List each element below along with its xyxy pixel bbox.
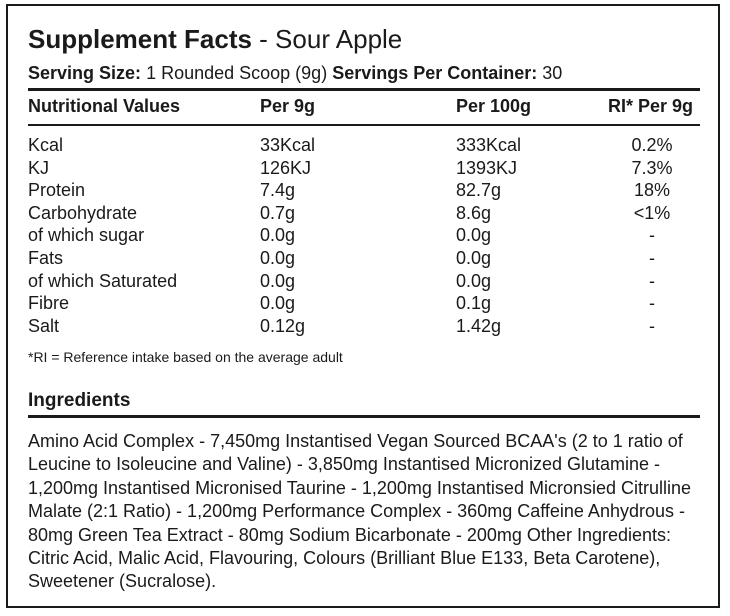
value-ri: - xyxy=(649,315,655,336)
divider-ingredients xyxy=(28,415,700,418)
nutrient-name: Kcal xyxy=(28,135,64,155)
value-ri: <1% xyxy=(633,202,671,223)
table-row xyxy=(28,134,700,157)
title-variant: - Sour Apple xyxy=(259,24,403,54)
nutrient-name: of which Saturated xyxy=(28,270,178,291)
value-per-100g: 0.0g xyxy=(456,270,492,291)
value-per-serving: 7.4g xyxy=(260,180,296,201)
nutrition-table xyxy=(28,134,700,337)
value-per-100g: 1.42g xyxy=(456,315,502,336)
table-row xyxy=(28,247,700,270)
table-row xyxy=(28,315,700,338)
ingredients-text: Amino Acid Complex - 7,450mg Instantised Vegan Sourced BCAA's (2 to 1 ratio of Leucine to Isoleucine and Valine) - 3,850mg Instantised Micronized Glutamine - 1,200mg Instantised Micronised Taurine - 1,200mg Instantised Micronsied Citrulline Malate (2:1 Ratio) - 1,200mg Performance Complex - 360mg Caffeine Anhydrous - 80mg Green Tea Extract - 80mg Sodium Bicarbonate - 200mg Other Ingredients: Citric Acid, Malic Acid, Flavouring, Colours (Brilliant Blue E133, Beta Carotene), Sweetener (Sucralose). xyxy=(28,431,692,592)
value-ri: 7.3% xyxy=(631,157,673,178)
table-row xyxy=(28,202,700,225)
table-row xyxy=(28,179,700,202)
value-per-serving: 0.0g xyxy=(260,270,296,291)
value-per-100g: 0.1g xyxy=(456,293,492,314)
value-ri: - xyxy=(649,247,655,268)
table-row xyxy=(28,270,700,293)
value-per-serving: 126KJ xyxy=(260,157,312,178)
value-per-100g: 0.0g xyxy=(456,247,492,268)
serving-size-label: Serving Size: xyxy=(28,63,142,83)
title-main: Supplement Facts xyxy=(28,24,252,54)
ingredients-heading: Ingredients xyxy=(28,390,131,411)
nutrient-name: Fats xyxy=(28,247,64,268)
value-ri: 18% xyxy=(633,180,671,201)
divider-header xyxy=(28,124,700,126)
value-per-serving: 0.7g xyxy=(260,202,296,223)
header-per-100g: Per 100g xyxy=(456,96,532,116)
value-per-100g: 1393KJ xyxy=(456,157,518,178)
value-per-100g: 8.6g xyxy=(456,202,492,223)
value-ri: 0.2% xyxy=(631,135,673,155)
value-per-100g: 82.7g xyxy=(456,180,502,201)
value-per-serving: 0.12g xyxy=(260,315,306,336)
value-per-serving: 0.0g xyxy=(260,247,296,268)
value-ri: - xyxy=(649,270,655,291)
value-per-serving: 0.0g xyxy=(260,293,296,314)
value-per-serving: 0.0g xyxy=(260,225,296,246)
nutrient-name: Fibre xyxy=(28,293,70,314)
header-nutritional-values: Nutritional Values xyxy=(28,96,181,116)
serving-size-value: 1 Rounded Scoop (9g) xyxy=(146,63,328,83)
servings-per-container-value: 30 xyxy=(542,63,563,83)
nutrient-name: KJ xyxy=(28,157,50,178)
value-per-serving: 33Kcal xyxy=(260,135,316,155)
value-per-100g: 333Kcal xyxy=(456,135,522,155)
supplement-facts-panel xyxy=(6,4,720,608)
table-row xyxy=(28,157,700,180)
nutrient-name: Carbohydrate xyxy=(28,202,138,223)
value-ri: - xyxy=(649,293,655,314)
nutrient-name: of which sugar xyxy=(28,225,145,246)
servings-per-container-label: Servings Per Container: xyxy=(332,63,538,83)
value-ri: - xyxy=(649,225,655,246)
serving-info xyxy=(28,62,562,84)
divider-top xyxy=(28,88,700,91)
table-row xyxy=(28,224,700,247)
ri-footnote: *RI = Reference intake based on the average adult xyxy=(28,349,343,365)
value-per-100g: 0.0g xyxy=(456,225,492,246)
page-title xyxy=(28,24,402,54)
header-per-serving: Per 9g xyxy=(260,96,316,116)
nutrient-name: Protein xyxy=(28,180,86,201)
table-row xyxy=(28,292,700,315)
header-ri-per-serving: RI* Per 9g xyxy=(608,96,694,116)
nutrient-name: Salt xyxy=(28,315,60,336)
